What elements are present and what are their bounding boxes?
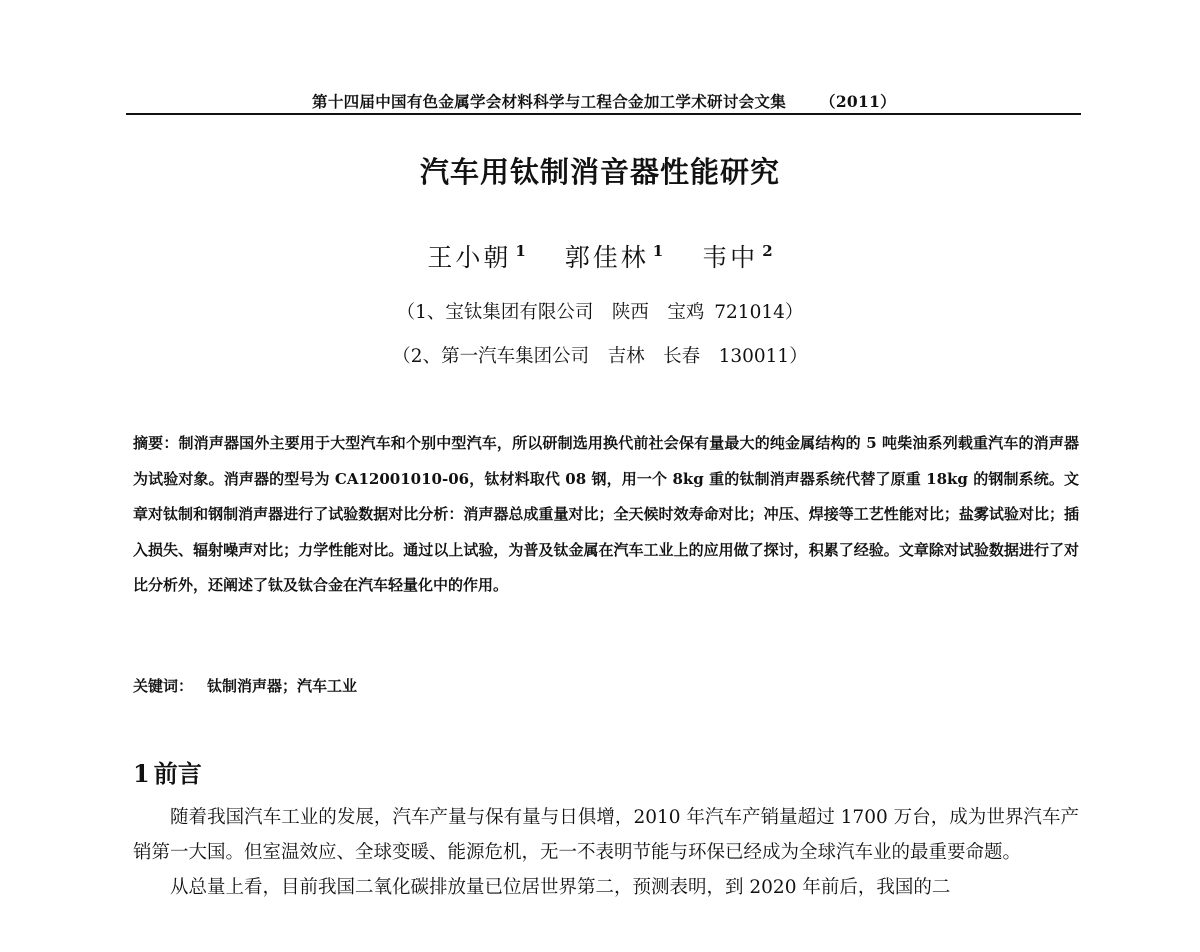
header-rule: [126, 113, 1081, 115]
author: [427, 238, 525, 274]
author: [565, 238, 663, 274]
author-name: 韦中: [702, 243, 759, 272]
keywords: [133, 675, 1079, 696]
abstract: [133, 426, 1079, 604]
author-affiliation-mark: 2: [762, 242, 773, 260]
running-title: 第十四届中国有色金属学会材料科学与工程合金加工学术研讨会文集: [312, 92, 787, 111]
paper-title: 汽车用钛制消音器性能研究: [419, 155, 780, 189]
author-list: [0, 238, 1200, 274]
author: [702, 238, 772, 274]
author-affiliation-mark: 1: [515, 242, 526, 260]
body-text: [133, 800, 1079, 952]
keywords-label: 关键词：: [133, 677, 194, 695]
author-name: 郭佳林: [564, 243, 649, 272]
author-name: 王小朝: [427, 243, 512, 272]
abstract-label: 摘要：: [133, 434, 179, 452]
affiliation-2: （2、第一汽车集团公司 吉林 长春 130011）: [392, 346, 808, 367]
author-affiliation-mark: 1: [652, 242, 664, 260]
section-heading: [133, 754, 202, 789]
paragraph: 随着我国汽车工业的发展，汽车产量与保有量与日俱增，2010 年汽车产销量超过 1700 万台，成为世界汽车产销第一大国。但室温效应、全球变暖、能源危机，无一不表明节能与环保已经成为全球汽车业的最重要命题。: [133, 807, 1079, 863]
section-number: 1: [133, 759, 150, 788]
running-header: [128, 90, 1080, 112]
running-year: （2011）: [820, 92, 896, 111]
affiliation-1: （1、宝钛集团有限公司 陕西 宝鸡 721014）: [396, 302, 804, 323]
abstract-text: 制消声器国外主要用于大型汽车和个别中型汽车，所以研制选用换代前社会保有量最大的纯金属结构的 5 吨柴油系列载重汽车的消声器为试验对象。消声器的型号为 CA12001010-06，钛材料取代 08 钢，用一个 8kg 重的钛制消声器系统代替了原重 18kg 的钢制系统。文章对钛制和钢制消声器进行了试验数据对比分析：消声器总成重量对比；全天候时效寿命对比；冲压、焊接等工艺性能对比；盐雾试验对比；插入损失、辐射噪声对比；力学性能对比。通过以上试验，为普及钛金属在汽车工业上的应用做了探讨，积累了经验。文章除对试验数据进行了对比分析外，还阐述了钛及钛合金在汽车轻量化中的作用。: [133, 434, 1079, 594]
keywords-text: 钛制消声器；汽车工业: [207, 677, 358, 695]
section-title: 前言: [153, 759, 202, 788]
paragraph: 从总量上看，目前我国二氧化碳排放量已位居世界第二，预测表明，到 2020 年前后，我国的二: [170, 877, 951, 898]
